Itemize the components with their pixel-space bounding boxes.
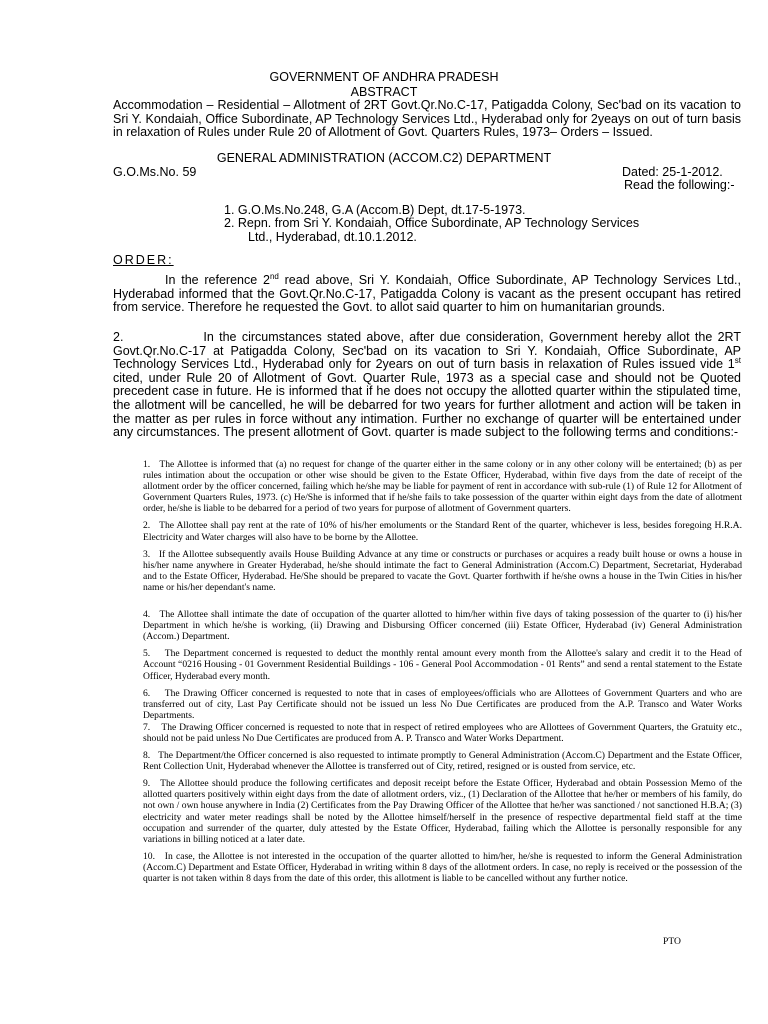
condition-9: 9. The Allottee should produce the following certificates and deposit receipt before the Estate Officer, Hyderabad and obtain Possession Memo of the allotted quarters positively within eight days from the date of allotment orders, viz., (1) Declaration of the Allottee that he/her or members of his family, do not own / own house anywhere in India (2) Certificates from the Pay Drawing Officer of the Allottee that he/her was sanctioned / not sanctioned H.B.A; (3) electricity and water meter readings shall be noted by the Allottee himself/herself in the presence of respective departmental field staff at the time occupation and surrender of the quarter, duly attested by the Estate Officer, Hyderabad, failing which the Allottee is personally responsible for any variations in billing noticed at a later date. — [143, 778, 742, 845]
reference-2-line-1: 2. Repn. from Sri Y. Kondaiah, Office Subordinate, AP Technology Services — [224, 216, 640, 230]
p2-text-a: 2. In the circumstances stated above, after due consideration, Government hereby allot the 2RT Govt.Qr.No.C-17 at Patigadda Colony, Sec'bad on its vacation to Sri Y. Kondaiah, Office Subordinate, AP Technology Services Ltd., Hyderabad only for 2years on out of turn basis in relaxation of Rules issued vide 1 — [113, 330, 741, 372]
conditions-list — [143, 459, 742, 884]
p2-superscript: st — [734, 356, 741, 366]
read-following: Read the following:- — [624, 178, 735, 192]
condition-8: 8. The Department/the Officer concerned is also requested to intimate promptly to General Administration (Accom.C) Department and the Estate Officer, Rent Collection Unit, Hyderabad whenever the Allottee is transferred out of City, retired, resigned or is ousted from service, etc. — [143, 750, 742, 773]
subject-text: Accommodation – Residential – Allotment of 2RT Govt.Qr.No.C-17, Patigadda Colony, Sec'bad on its vacation to Sri Y. Kondaiah, Office Subordinate, AP Technology Services Ltd., Hyderabad only for 2yeays on out of turn basis in relaxation of Rules under Rule 20 of Allotment of Govt. Quarters Rules, 1973– Orders – Issued. — [113, 98, 741, 139]
condition-2: 2. The Allottee shall pay rent at the rate of 10% of his/her emoluments or the Standard Rent of the quarter, whichever is less, besides foregoing H.R.A. Electricity and Water charges will also have to be borne by the Allottee. — [143, 520, 742, 543]
condition-6: 6. The Drawing Officer concerned is requested to note that in cases of employees/officials who are Allottees of Government Quarters and who are transferred out of city, Last Pay Certificate should not be issued un less No Due Certificates are produced from the A.P. Transco and Water Works Departments. — [143, 687, 742, 721]
p1-text-a: In the reference 2 — [165, 273, 270, 287]
reference-1: 1. G.O.Ms.No.248, G.A (Accom.B) Dept, dt.17-5-1973. — [224, 203, 526, 217]
order-paragraph-2 — [113, 331, 741, 440]
condition-3: 3. If the Allottee subsequently avails House Building Advance at any time or constructs or purchases or acquires a ready built house or owns a house in his/her name anywhere in Greater Hyderabad, he/she should intimate the fact to General Administration (Accom.C) Department, Secretariat, Hyderabad and to the Estate Officer, Hyderabad. He/She should be prepared to vacate the Govt. Quarter forthwith if he/she owns a house in the Twin Cities in his/her name or his/her dependant's name. — [143, 548, 742, 593]
reference-2 — [224, 216, 744, 244]
p1-superscript: nd — [269, 271, 279, 281]
order-heading: ORDER: — [113, 253, 174, 267]
condition-10: 10. In case, the Allottee is not interested in the occupation of the quarter allotted to him/her, he/she is requested to inform the General Administration (Accom.C) Department and Estate Officer, Hyderabad in writing within 8 days of the allotment orders. In case, no reply is received or the possession of the quarter is not taken within 8 days from the date of this order, this allotment is liable to be cancelled without any further notice. — [143, 850, 742, 884]
condition-5: 5. The Department concerned is requested to deduct the monthly rental amount every month from the Allottee's salary and credit it to the Head of Account “0216 Housing - 01 Government Residential Buildings - 106 - General Pool Accommodation - 01 Rents” and send a rental statement to the Estate Officer, Hyderabad every month. — [143, 648, 742, 682]
reference-2-line-2: Ltd., Hyderabad, dt.10.1.2012. — [248, 230, 417, 244]
goms-number: G.O.Ms.No. 59 — [113, 165, 197, 179]
government-heading: GOVERNMENT OF ANDHRA PRADESH — [269, 70, 499, 84]
pto-text: PTO — [663, 936, 681, 947]
p1-text-b: read above, Sri Y. Kondaiah, Office Subordinate, AP Technology Services Ltd., Hyderabad informed that the Govt.Qr.No.C-17, Patigadda Colony is vacant as the present occupant has retired from service. Therefore he requested the Govt. to allot said quarter to him on humanitarian grounds. — [113, 273, 741, 315]
department-heading: GENERAL ADMINISTRATION (ACCOM.C2) DEPARTMENT — [216, 151, 552, 165]
dated-text: Dated: 25-1-2012. — [622, 165, 723, 179]
condition-4: 4. The Allottee shall intimate the date of occupation of the quarter allotted to him/her within five days of taking possession of the quarter to (i) his/her Department in which he/she is working, (ii) Drawing and Disbursing Officer concerned (iii) Estate Officer, Hyderabad (iv) General Administration (Accom.) Department. — [143, 609, 742, 643]
condition-1: 1. The Allottee is informed that (a) no request for change of the quarter either in the same colony or in any other colony will be entertained; (b) as per rules intimation about the occupation or other wise should be given to the Estate Officer, Hyderabad, within five days from the date of receipt of the allotment order by the officer concerned, failing which he/she may be liable for payment of rent in accordance with sub-rule (1) of Rule 12 for Allotment of Government Quarters Rules, 1973. (c) He/She is informed that if he/she fails to take possession of the quarter within eight days from the date of allotment order, he/she is liable to be debarred for a period of two years for purpose of allotment of Government quarters. — [143, 459, 742, 515]
condition-7: 7. The Drawing Officer concerned is requested to note that in respect of retired employees who are Allottees of Government Quarters, the Gratuity etc., should not be paid unless No Due Certificates are produced from A. P. Transco and Water Works Department. — [143, 721, 742, 744]
p2-text-b: cited, under Rule 20 of Allotment of Govt. Quarter Rule, 1973 as a special case and should not be Quoted precedent case in future. He is informed that if he does not occupy the allotted quarter within the stipulated time, the allotment will be cancelled, he will be debarred for two years for further allotment and action will be taken in the matter as per rules in force without any intimation. Further no exchange of quarter will be entertained under any circumstances. The present allotment of Govt. quarter is made subject to the following terms and conditions:- — [113, 370, 741, 440]
abstract-heading: ABSTRACT — [350, 85, 418, 99]
order-paragraph-1 — [113, 271, 741, 315]
